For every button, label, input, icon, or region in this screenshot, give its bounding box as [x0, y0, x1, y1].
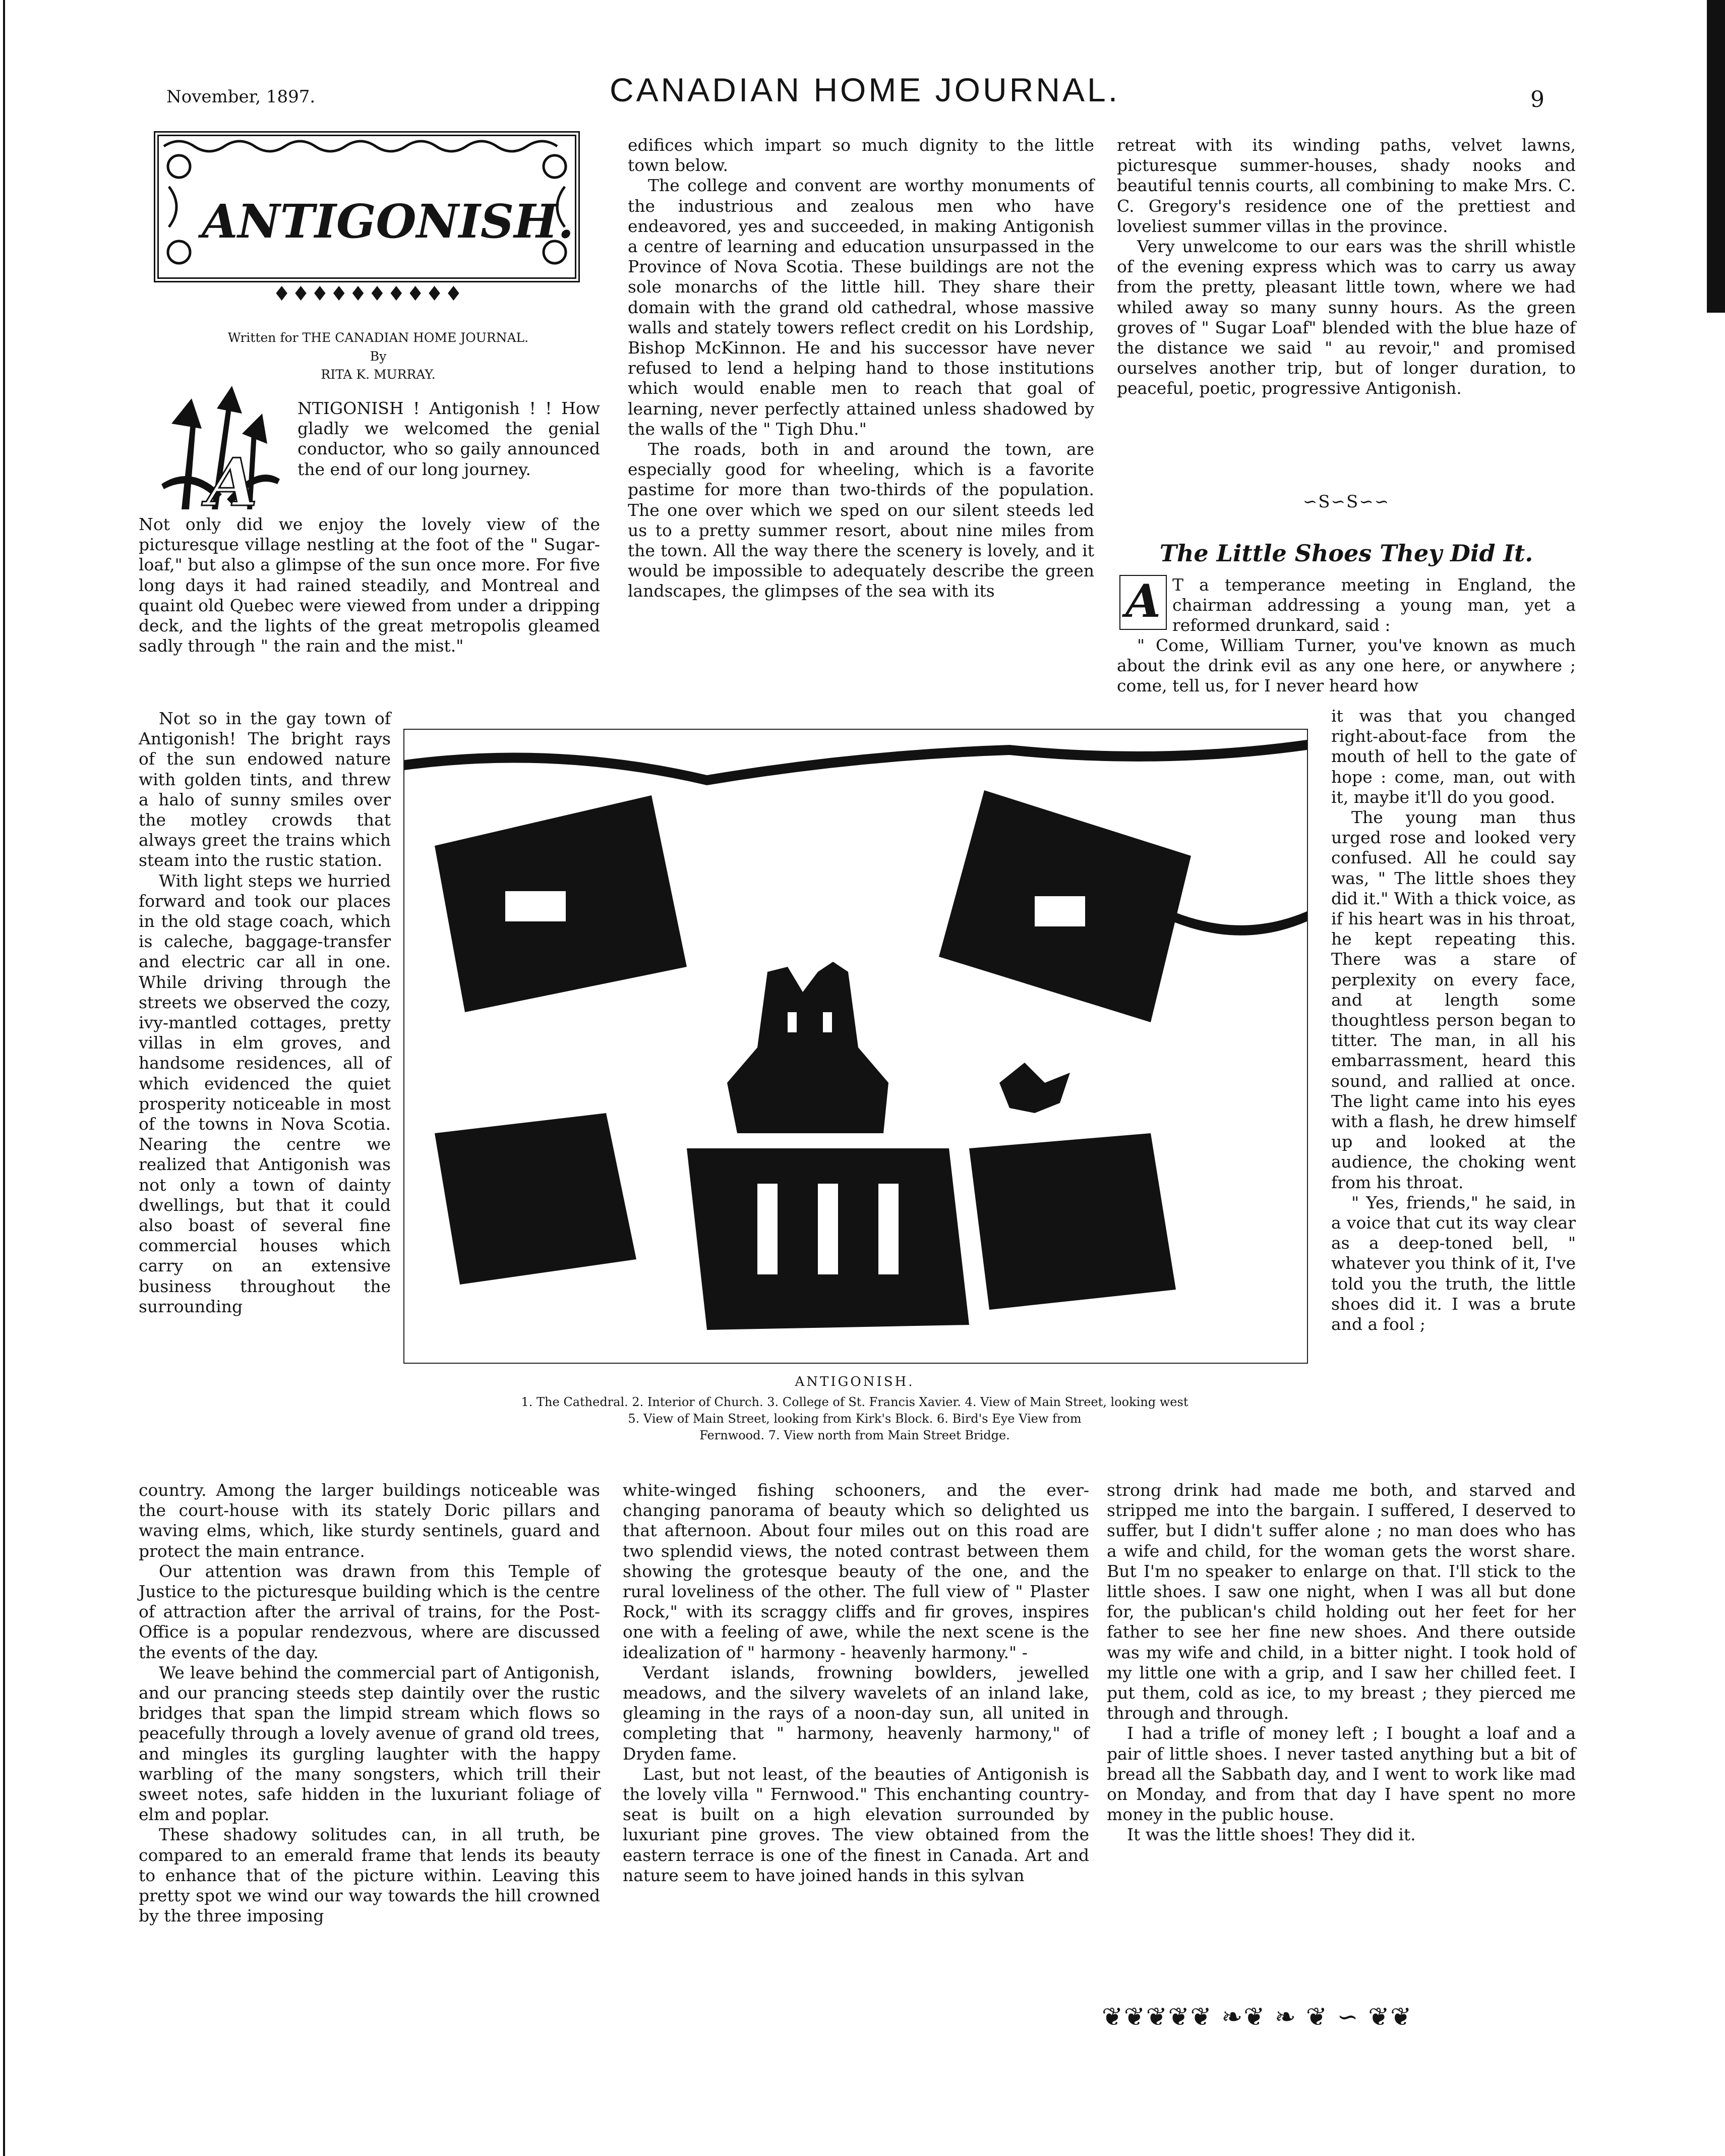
left-col-narrow	[139, 709, 391, 1317]
caption-line-1: 1. The Cathedral. 2. Interior of Church. 3. College of St. Francis Xavier. 4. View of Main Street, looking west	[521, 1395, 1188, 1409]
left-col-top	[139, 514, 600, 656]
paragraph-view: Not only did we enjoy the lovely view of the picturesque village nestling at the foot of the " Sugar-loaf," but also a glimpse of the sun once more. For five long days it had rained steadily, and Montreal and quaint old Quebec were viewed from under a dripping deck, and the lights of the great metropolis gleamed sadly through " the rain and the mist."	[139, 514, 600, 656]
story-col-bottom	[1107, 1480, 1576, 1845]
paragraph-schooners: white-winged fishing schooners, and the ever-changing panorama of beauty which so delighted us that afternoon. About four miles out on this road are two splendid views, the noted contrast between them showing the grotesque beauty of the one, and the rural loveliness of the other. The full view of " Plaster Rock," with its scraggy cliffs and fir groves, inspires one with a feeling of awe, while the next scene is the idealization of " harmony - heavenly harmony." -	[623, 1480, 1089, 1662]
photo-bridge-view	[969, 1133, 1176, 1310]
story-col-narrow	[1331, 706, 1576, 1334]
floral-drop-cap	[151, 383, 287, 519]
cathedral-silhouette	[727, 962, 888, 1133]
section-divider-ornament: ∽S∽S∽∽	[1302, 492, 1390, 512]
photo-college	[435, 1113, 636, 1285]
middle-col-top	[628, 135, 1094, 602]
story-col-top	[1172, 575, 1576, 636]
story-drop-cap-letter: A	[1125, 574, 1161, 628]
caption-line-2: 5. View of Main Street, looking from Kirk's Block. 6. Bird's Eye View from	[628, 1412, 1082, 1426]
paragraph-young-man: The young man thus urged rose and looked very confused. All he could say was, " The little shoes they did it." With a thick voice, as if his heart was in his throat, he kept repeating this. There was a stare of perplexity on every face, and at length some thoughtless person began to titter. The man, in all his embarrassment, heard this sound, and rallied at once. The light came into his eyes with a flash, he drew himself up and looked at the audience, the choking went from his throat.	[1331, 807, 1576, 1192]
title-diamond-row: ♦♦♦♦♦♦♦♦♦♦	[272, 282, 464, 306]
paragraph-come-cont: it was that you changed right-about-face from the mouth of hell to the gate of hope : come, man, out with it, maybe it'll do you good.	[1331, 706, 1576, 807]
paragraph-edifices: edifices which impart so much dignity to the little town below.	[628, 135, 1094, 176]
story-drop-cap-box	[1119, 575, 1167, 630]
left-col-lead	[298, 398, 600, 480]
paragraph-verdant: Verdant islands, frowning bowlders, jewelled meadows, and the silvery wavelets of an inland lake, gleaming in the rays of a noon-day sun, all united in completing that " harmony, heavenly harmony," of Dryden fame.	[623, 1662, 1089, 1764]
caption-title: ANTIGONISH.	[795, 1374, 915, 1389]
right-col-top	[1117, 135, 1576, 399]
byline-author: RITA K. MURRAY.	[321, 367, 436, 382]
caption-line-3: Fernwood. 7. View north from Main Street Bridge.	[699, 1428, 1010, 1442]
paragraph-retreat: retreat with its winding paths, velvet lawns, picturesque summer-houses, shady nooks and beautiful tennis courts, all combining to make Mrs. C. C. Gregory's residence one of the prettiest and loveliest summer villas in the province.	[1117, 135, 1576, 236]
antigonish-photo-collage	[403, 729, 1308, 1364]
journal-title: CANADIAN HOME JOURNAL.	[609, 71, 1120, 108]
byline-written-for: Written for THE CANADIAN HOME JOURNAL.	[227, 330, 529, 345]
drop-cap-letter: A	[207, 444, 258, 521]
right-edge-scan-mark	[1707, 0, 1725, 313]
paragraph-end: It was the little shoes! They did it.	[1127, 1825, 1416, 1845]
left-col-bottom	[139, 1480, 600, 1926]
paragraph-unwelcome: Very unwelcome to our ears was the shrill whistle of the evening express which was to carry us away from the pretty, pleasant little town, where we had whiled away so many sunny hours. As the green groves of " Sugar Loaf" blended with the blue haze of the distance we said " au revoir," and promised ourselves another trip, but of longer duration, to peaceful, poetic, progressive Antigonish.	[1117, 237, 1576, 398]
paragraph-come: " Come, William Turner, you've known as much about the drink evil as any one here, or anywhere ; come, tell us, for I never heard how	[1117, 635, 1576, 696]
story-col-come	[1117, 635, 1576, 696]
collage-artwork	[404, 730, 1307, 1363]
paragraph-gay-town: Not so in the gay town of Antigonish! The bright rays of the sun endowed nature with golden tints, and threw a halo of sunny smiles over the motley crowds that always greet the trains which steam into the rustic station.	[139, 709, 391, 870]
story-title: The Little Shoes They Did It.	[1159, 540, 1533, 567]
paragraph-meeting: T a temperance meeting in England, the chairman addressing a young man, yet a reformed drunkard, said :	[1172, 575, 1576, 635]
paragraph-roads: The roads, both in and around the town, are especially good for wheeling, which is a favorite pastime for more than two-thirds of the population. The one over which we sped on our silent steeds led us to a pretty summer resort, about nine miles from the town. All the way there the scenery is lovely, and it would be impossible to adequately describe the green landscapes, the glimpses of the sea with its	[628, 439, 1094, 601]
middle-col-bottom	[623, 1480, 1089, 1886]
paragraph-strong-drink: strong drink had made me both, and starved and stripped me into the bargain. I suffered, I deserved to suffer, but I didn't suffer alone ; no man does who has a wife and child, for the woman gets the worst share. But I'm no speaker to enlarge on that. I'll stick to the little shoes. I saw one night, when I was all but done for, the publican's child holding out her feet for her father to see her fine new shoes. And there outside was my wife and child, in a bitter night. I took hold of my little one with a grip, and I saw her chilled feet. I put them, cold as ice, to my breast ; they pierced me through and through.	[1107, 1480, 1576, 1723]
branch-right	[1161, 906, 1307, 936]
paragraph-lead: NTIGONISH ! Antigonish ! ! How gladly we welcomed the genial conductor, who so gaily announced the end of our long journey.	[298, 398, 600, 479]
paragraph-light-steps: With light steps we hurried forward and took our places in the old stage coach, which is caleche, baggage-transfer and electric car all in one. While driving through the streets we observed the cozy, ivy-mantled cottages, pretty villas in elm groves, and handsome residences, all of which evidenced the quiet prosperity noticeable in most of the towns in Nova Scotia. Nearing the centre we realized that Antigonish was not only a town of dainty dwellings, but that it could also boast of several fine commercial houses which carry on an extensive business throughout the surrounding	[139, 870, 391, 1316]
page-number: 9	[1530, 87, 1544, 112]
paragraph-college: The college and convent are worthy monuments of the industrious and zealous men who have endeavored, yes and succeeded, in making Antigonish a centre of learning and education unsurpassed in the Province of Nova Scotia. These buildings are not the sole monarchs of the little hill. They share their domain with the grand old cathedral, whose massive walls and stately towers reflect credit on his Lordship, Bishop McKinnon. He and his successor have never refused to lend a helping hand to those institutions which would enable men to reach that goal of learning, never perfectly attained unless shadowed by the walls of the " Tigh Dhu."	[628, 176, 1094, 439]
byline-by: By	[370, 349, 387, 364]
paragraph-leave-behind: We leave behind the commercial part of Antigonish, and our prancing steeds step daintily over the rustic bridges that span the limpid stream which flows so peacefully through a lovely avenue of grand old trees, and mingles its gurgling laughter with the happy warbling of the many songsters, which trill their sweet notes, safe hidden in the luxuriant foliage of elm and poplar.	[139, 1662, 600, 1825]
paragraph-shadowy: These shadowy solitudes can, in all truth, be compared to an emerald frame that lends its beauty to enhance that of the picture within. Leaving this pretty spot we wind our way towards the hill crowned by the three imposing	[139, 1825, 600, 1926]
paragraph-attention: Our attention was drawn from this Temple of Justice to the picturesque building which is the centre of attraction after the arrival of trains, for the Post-Office is a popular rendezvous, where are discussed the events of the day.	[139, 1561, 600, 1662]
article-title: ANTIGONISH.	[202, 194, 574, 249]
maple-leaf	[999, 1063, 1070, 1113]
paragraph-country: country. Among the larger buildings noticeable was the court-house with its stately Doric pillars and waving elms, which, like sturdy sentinels, guard and protect the main entrance.	[139, 1480, 600, 1561]
paragraph-last: Last, but not least, of the beauties of Antigonish is the lovely villa " Fernwood." This enchanting country-seat is built on a high elevation surrounded by luxuriant pine groves. The view obtained from the eastern terrace is one of the finest in Canada. Art and nature seem to have joined hands in this sylvan	[623, 1764, 1089, 1885]
branch-top	[404, 740, 1307, 785]
header-date: November, 1897.	[166, 87, 316, 107]
paragraph-yes-friends: " Yes, friends," he said, in a voice that cut its way clear as a deep-toned bell, " whatever you think of it, I've told you the truth, the little shoes did it. I was a brute and a fool ;	[1331, 1192, 1576, 1334]
left-margin-rule	[3, 0, 5, 2156]
paragraph-trifle: I had a trifle of money left ; I bought a loaf and a pair of little shoes. I never tasted anything but a bit of bread all the Sabbath day, and I went to work like mad on Monday, and from that day I have spent no more money in the public house.	[1107, 1723, 1576, 1825]
end-ornament-row: ❦❦❦❦❦ ❧❦ ❧ ❦ ∽ ❦❦	[1102, 2002, 1413, 2031]
